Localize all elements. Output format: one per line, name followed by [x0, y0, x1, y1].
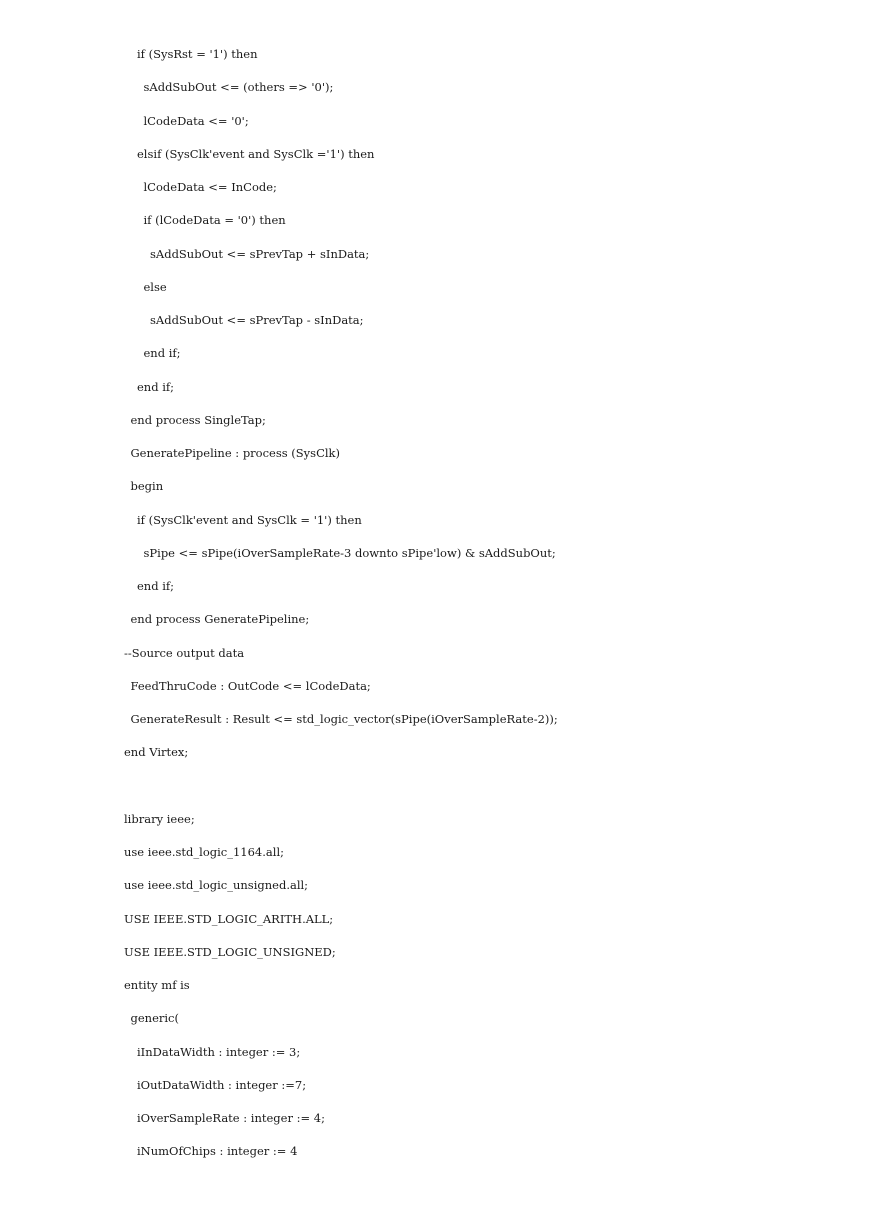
code-line: sAddSubOut <= (others => '0');: [143, 80, 334, 95]
code-line: use ieee.std_logic_unsigned.all;: [124, 878, 309, 893]
code-line: iOverSampleRate : integer := 4;: [137, 1111, 325, 1125]
code-line: else: [143, 279, 167, 294]
code-line: GenerateResult : Result <= std_logic_vector(sPipe(iOverSampleRate-2));: [130, 712, 558, 726]
code-line: begin: [130, 479, 164, 494]
blank-line: [0, 776, 869, 809]
code-line: end Virtex;: [124, 745, 189, 760]
code-line: elsif (SysClk'event and SysClk ='1') then: [137, 146, 375, 161]
code-line: if (SysClk'event and SysClk = '1') then: [137, 512, 362, 527]
code-line: generic(: [130, 1011, 179, 1026]
code-line: library ieee;: [124, 811, 195, 826]
code-line: entity mf is: [124, 978, 190, 992]
code-line: USE IEEE.STD_LOGIC_UNSIGNED;: [124, 944, 336, 959]
code-line: lCodeData <= '0';: [143, 113, 249, 128]
code-line: iOutDataWidth : integer :=7;: [137, 1077, 307, 1092]
code-line: if (lCodeData = '0') then: [143, 213, 286, 228]
code-line: sAddSubOut <= sPrevTap + sInData;: [150, 246, 370, 261]
code-line: end if;: [143, 346, 181, 361]
code-line: if (SysRst = '1') then: [137, 47, 258, 61]
code-line: --Source output data: [124, 645, 245, 660]
code-line: USE IEEE.STD_LOGIC_ARITH.ALL;: [124, 911, 334, 926]
code-line: use ieee.std_logic_1164.all;: [124, 845, 284, 859]
code-line: end if;: [137, 579, 175, 593]
code-line: lCodeData <= InCode;: [143, 180, 277, 194]
code-line: iInDataWidth : integer := 3;: [137, 1044, 301, 1059]
code-line: FeedThruCode : OutCode <= lCodeData;: [130, 678, 371, 693]
document-body: [0, 44, 869, 1175]
code-line: iNumOfChips : integer := 4: [137, 1144, 298, 1159]
code-line: GeneratePipeline : process (SysClk): [130, 446, 341, 460]
code-line: sAddSubOut <= sPrevTap - sInData;: [150, 313, 364, 327]
code-line: end process GeneratePipeline;: [130, 612, 310, 627]
code-line: end if;: [137, 379, 175, 394]
code-line: sPipe <= sPipe(iOverSampleRate-3 downto sPipe'low) & sAddSubOut;: [143, 545, 556, 560]
code-line: end process SingleTap;: [130, 412, 266, 427]
